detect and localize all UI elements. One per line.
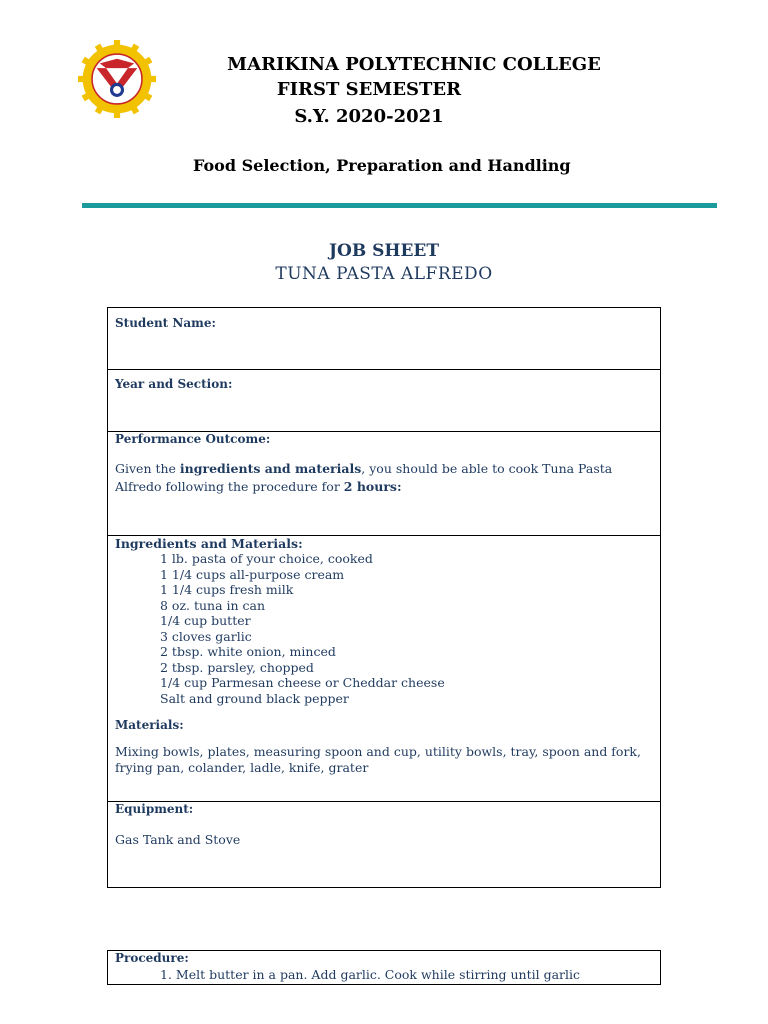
list-item: 8 oz. tuna in can: [160, 597, 266, 613]
ingredients-list: [115, 551, 653, 706]
performance-outcome-section: [108, 432, 660, 536]
procedure-step-1: 1. Melt butter in a pan. Add garlic. Cook while stirring until garlic: [160, 967, 581, 982]
header-divider: [82, 203, 717, 208]
list-item: 1 1/4 cups all-purpose cream: [160, 566, 345, 582]
list-item: 3 cloves garlic: [160, 628, 252, 644]
equipment-section: [108, 802, 660, 887]
ingredients-section: [108, 536, 660, 802]
subject-title: Food Selection, Preparation and Handling: [193, 156, 571, 175]
list-item: 1/4 cup butter: [160, 613, 251, 628]
school-year: S.Y. 2020-2021: [294, 106, 444, 127]
procedure-box: [107, 950, 661, 985]
materials-label: Materials:: [115, 718, 184, 732]
list-item: 1 1/4 cups fresh milk: [160, 582, 294, 597]
procedure-label: Procedure:: [115, 951, 189, 965]
equipment-label: Equipment:: [115, 802, 194, 816]
performance-outcome-text: Given the ingredients and materials, you should be able to cook Tuna Pasta Alfredo following the procedure for 2 hours:: [115, 461, 613, 494]
year-section-label: Year and Section:: [115, 377, 233, 391]
materials-text: Mixing bowls, plates, measuring spoon and cup, utility bowls, tray, spoon and fork, frying pan, colander, ladle, knife, grater: [115, 744, 641, 775]
equipment-text: Gas Tank and Stove: [115, 832, 241, 847]
recipe-title: TUNA PASTA ALFREDO: [275, 264, 493, 284]
list-item: 1 lb. pasta of your choice, cooked: [160, 551, 373, 566]
list-item: Salt and ground black pepper: [160, 690, 349, 706]
semester-title: FIRST SEMESTER: [276, 79, 462, 100]
list-item: 2 tbsp. parsley, chopped: [160, 659, 314, 675]
doc-title: JOB SHEET: [328, 241, 440, 261]
student-name-field[interactable]: [108, 308, 660, 370]
job-sheet-form: [107, 307, 661, 888]
list-item: 2 tbsp. white onion, minced: [160, 644, 336, 659]
list-item: 1/4 cup Parmesan cheese or Cheddar cheese: [160, 675, 445, 690]
year-section-field[interactable]: [108, 370, 660, 432]
college-name: MARIKINA POLYTECHNIC COLLEGE: [227, 54, 601, 75]
student-name-label: Student Name:: [115, 316, 216, 330]
ingredients-label: Ingredients and Materials:: [115, 536, 303, 551]
performance-outcome-label: Performance Outcome:: [115, 432, 271, 446]
